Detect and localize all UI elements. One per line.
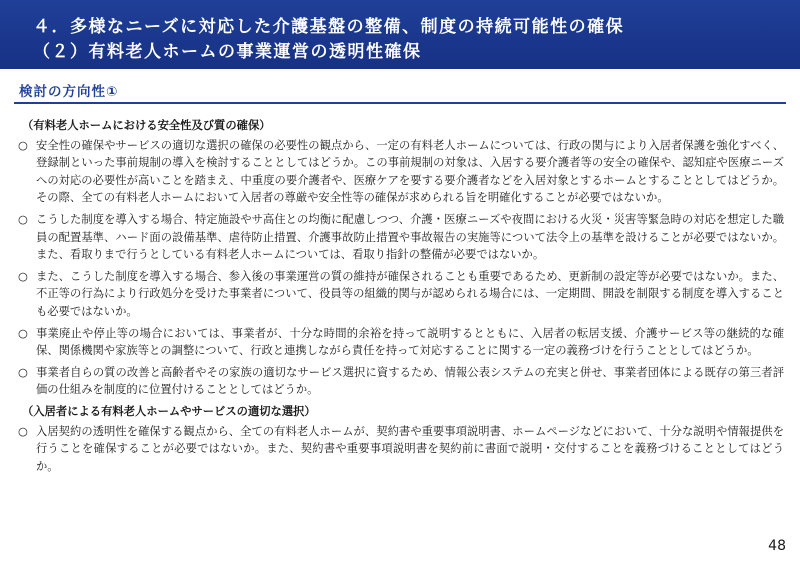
page-number: 48 [768,538,786,554]
header-title-line-1: ４．多様なニーズに対応した介護基盤の整備、制度の持続可能性の確保 [33,17,625,37]
list-item-text: 入居契約の透明性を確保する観点から、全ての有料老人ホームが、契約書や重要事項説明書、ホームページなどにおいて、十分な説明や情報提供を行うことを確保することが必要ではないか。また、契約書や重要事項説明書を契約前に書面で説明・交付することを義務づけることとしてはどうか。 [36,424,784,473]
bullet-circle: ○ [18,269,28,283]
list-item-text: また、こうした制度を導入する場合、参入後の事業運営の質の維持が確保されることも重要であるため、更新制の設定等が必要ではないか。また、不正等の行為により行政処分を受けた事業者について、役員等の組織的関与が認められる場合には、一定期間、開設を制限する制度を導入することも必要ではないか。 [36,269,784,318]
list-item-text: こうした制度を導入する場合、特定施設やサ高住との均衡に配慮しつつ、介護・医療ニーズや夜間における火災・災害等緊急時の対応を想定した職員の配置基準、ハード面の設備基準、虐待防止措置、介護事故防止措置や事故報告の実施等について法令上の基準を設けることが必要ではないか。また、看取りまで行うとしている有料老人ホームについては、看取り指針の整備が必要ではないか。 [36,212,784,262]
section-title: 検討の方向性① [19,84,119,100]
bullet-circle: ○ [18,138,28,152]
list-item-text: 安全性の確保やサービスの適切な選択の確保の必要性の観点から、一定の有料老人ホームについては、行政の関与により入居者保護を強化すべく、登録制といった事前規制の導入を検討することとしてはどうか。この事前規制の対象は、入居する要介護者等の安全の確保や、認知症や医療ニーズへの対応の必要性が高いことを踏まえ、中重度の要介護者や、医療ケアを要する要介護者などを入居対象とするホームとすることとしてはどうか。その際、全ての有料老人ホームにおいて入居者の尊厳や安全性等の確保が求められる旨を明確化することが必要ではないか。 [36,138,784,205]
slide-header [0,0,800,69]
list-item-text: 事業者自らの質の改善と高齢者やその家族の適切なサービス選択に資するため、情報公表システムの充実と併せ、事業者団体による既存の第三者評価の仕組みを制度的に位置付けることとしてはどうか。 [36,365,784,397]
bullet-circle: ○ [18,365,28,379]
list-item [18,423,784,476]
bullet-circle: ○ [18,326,28,340]
bullet-circle: ○ [18,424,28,438]
bullet-circle: ○ [18,212,28,226]
header-title-line-2: （２）有料老人ホームの事業運営の透明性確保 [33,42,422,62]
list-item [18,268,784,321]
section-divider [14,102,786,104]
list-item [18,364,784,399]
subheading-safety-quality: （有料老人ホームにおける安全性及び質の確保） [22,119,271,132]
slide-content [18,117,784,479]
list-item [18,325,784,360]
list-item [18,211,784,264]
list-item-text: 事業廃止や停止等の場合においては、事業者が、十分な時間的余裕を持って説明するとともに、入居者の転居支援、介護サービス等の継続的な確保、関係機関や家族等との調整について、行政と連携しながら責任を持って対応することに関する一定の義務づけを行うこととしてはどうか。 [36,326,784,358]
list-item [18,137,784,207]
subheading-appropriate-selection: （入居者による有料老人ホームやサービスの適切な選択） [22,404,316,418]
